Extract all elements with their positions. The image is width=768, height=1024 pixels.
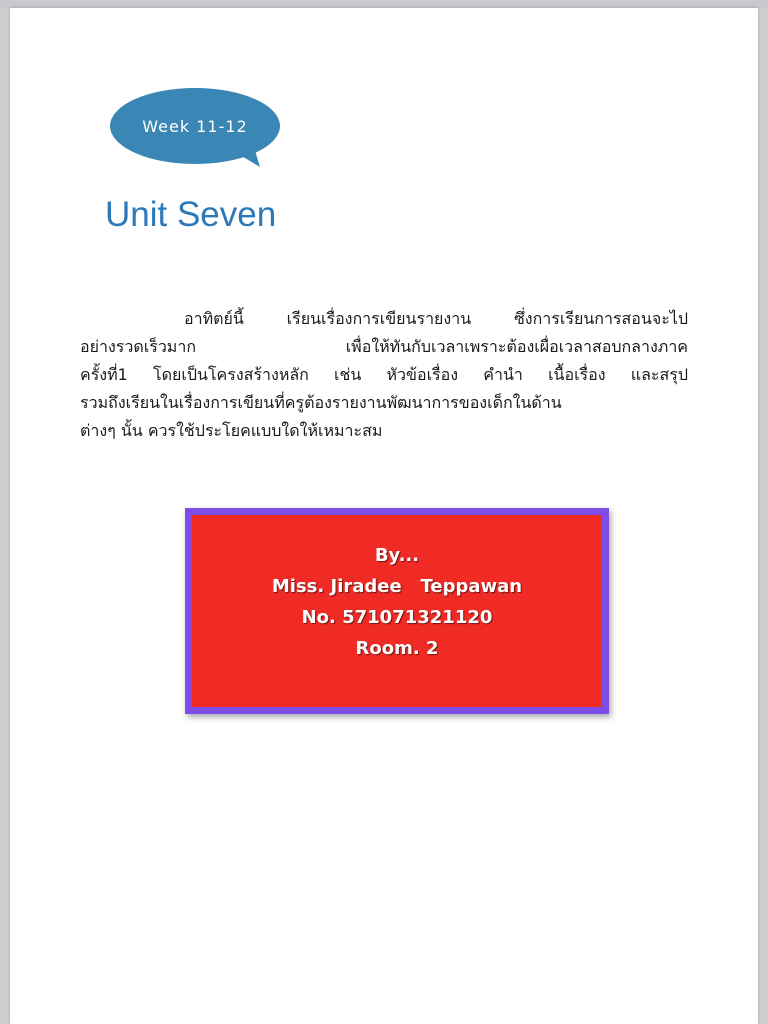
author-by: By... (374, 545, 420, 566)
student-number: No. 571071321120 (301, 607, 493, 628)
unit-title: Unit Seven (105, 195, 277, 234)
status-bar (0, 0, 768, 8)
week-speech-bubble (110, 88, 280, 164)
author-name: Miss. Jiradee Teppawan (271, 576, 523, 597)
body-paragraph (80, 305, 688, 445)
paragraph-line: รวมถึงเรียนในเรื่องการเขียนที่ครูต้องรายงานพัฒนาการของเด็กในด้าน (80, 393, 562, 412)
author-info-box (185, 508, 609, 714)
paragraph-line: ต่างๆ นั้น ควรใช้ประโยคแบบใดให้เหมาะสม (80, 421, 383, 440)
paragraph-line: ครั้งที่1 โดยเป็นโครงสร้างหลัก เช่น หัวข้อเรื่อง คำนำ เนื้อเรื่อง และสรุป (80, 365, 688, 384)
week-label: Week 11-12 (142, 116, 248, 136)
document-page (10, 8, 758, 1024)
paragraph-line: อย่างรวดเร็วมาก เพื่อให้ทันกับเวลาเพราะต้องเผื่อเวลาสอบกลางภาค (80, 337, 688, 356)
room-number: Room. 2 (355, 638, 439, 659)
paragraph-line: อาทิตย์นี้ เรียนเรื่องการเขียนรายงาน ซึ่งการเรียนการสอนจะไป (184, 309, 688, 328)
